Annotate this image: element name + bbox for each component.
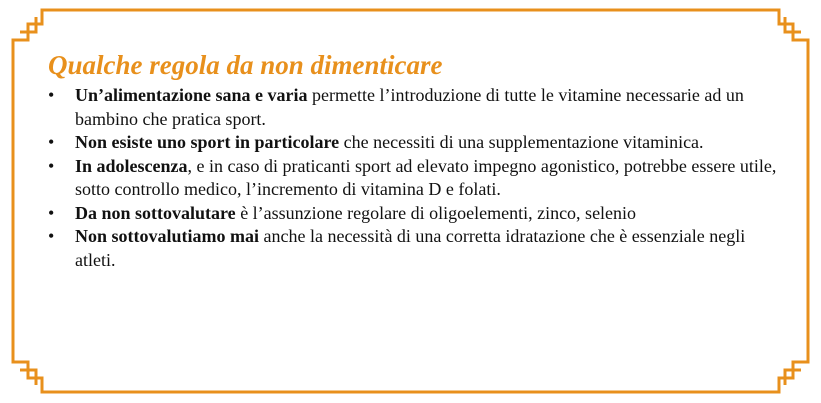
bullet-icon: • <box>48 202 55 223</box>
rules-box <box>48 50 788 272</box>
rule-emphasis: Un’alimentazione sana e varia <box>75 85 308 105</box>
rule-text: , e in caso di praticanti sport ad elevato impegno agonistico, potrebbe essere utile, sotto controllo medico, l’incremento di vitamina D e folati. <box>75 155 777 199</box>
rule-emphasis: Non sottovalutiamo mai <box>75 226 259 246</box>
list-item <box>48 84 788 131</box>
list-item <box>48 225 788 272</box>
bullet-icon: • <box>48 85 55 105</box>
box-title: Qualche regola da non dimenticare <box>48 50 443 80</box>
rule-text: permette l’introduzione di tutte le vitamine necessarie ad un bambino che pratica sport. <box>75 85 744 129</box>
bullet-icon: • <box>48 226 55 246</box>
list-item <box>48 155 788 202</box>
bullet-icon: • <box>48 132 55 152</box>
list-item <box>48 202 788 226</box>
list-item <box>48 131 788 155</box>
rule-emphasis: Non esiste uno sport in particolare <box>75 132 340 152</box>
rule-text: che necessiti di una supplementazione vitaminica. <box>339 132 704 152</box>
rule-text: anche la necessità di una corretta idratazione che è essenziale negli atleti. <box>75 226 746 270</box>
rule-text: è l’assunzione regolare di oligoelementi, zinco, selenio <box>235 202 637 223</box>
bullet-icon: • <box>48 155 55 176</box>
rules-list <box>48 84 788 272</box>
rule-emphasis: Da non sottovalutare <box>75 202 236 223</box>
rule-emphasis: In adolescenza <box>75 155 188 176</box>
